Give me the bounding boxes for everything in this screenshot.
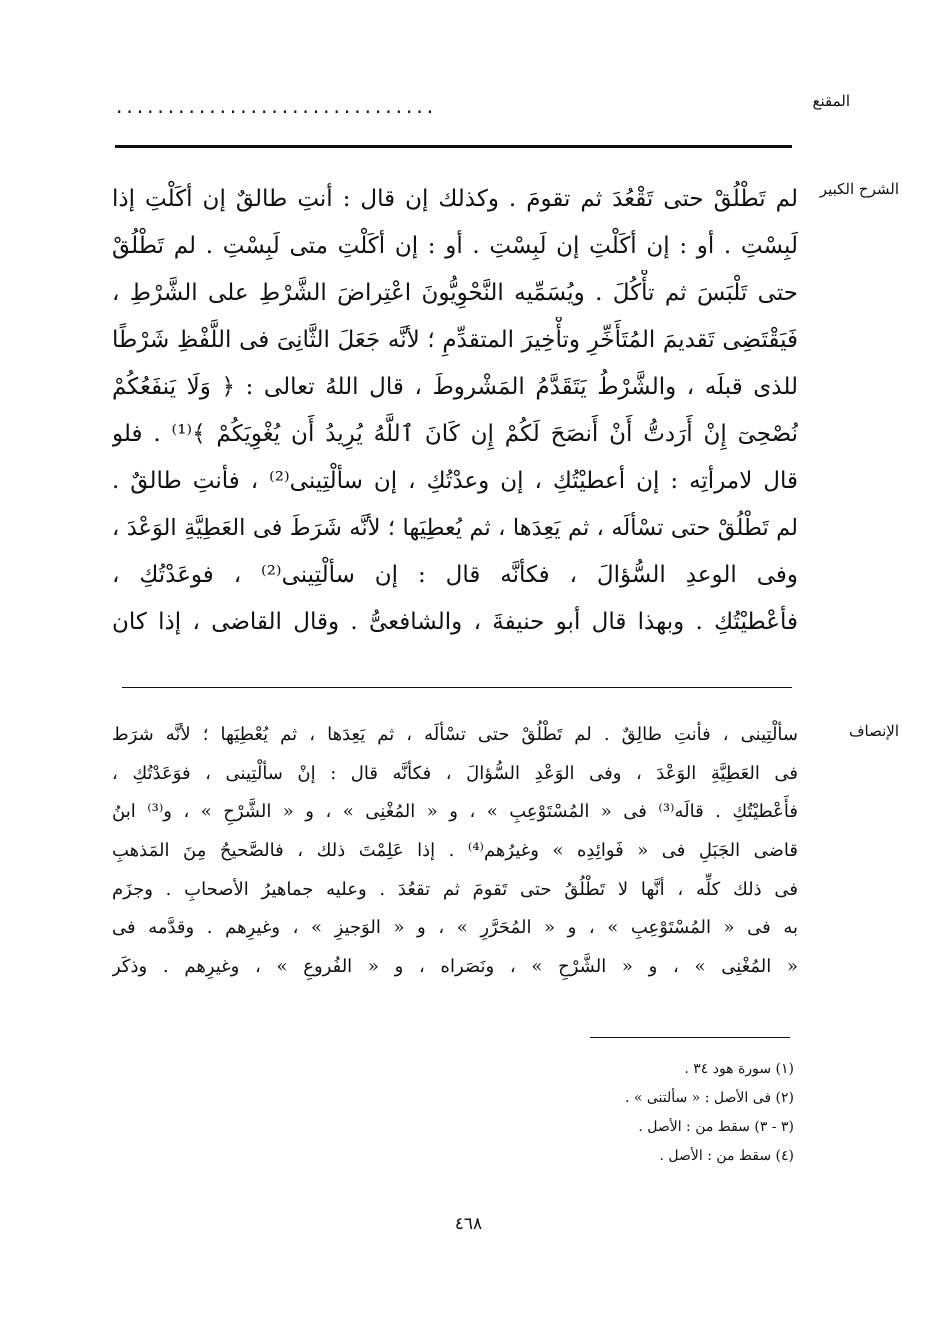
- footnote-rule: [590, 1037, 790, 1038]
- sharh-line: للذى قبلَه ، والشَّرْطُ يَتَقَدَّمُ المَشْروطَ ، قال اللهُ تعالى : ﴿ وَلَا يَنفَعُكُمْ: [112, 374, 798, 400]
- header-rule: [115, 145, 792, 148]
- insaf-line: سألْتِينى ، فأنتِ طالِقٌ . لم تَطْلُقْ حتى تسْألَه ، ثم يَعِدَها ، ثم يُعْطِيَها ؛ لأنَّه شرَط: [112, 724, 798, 745]
- insaf-line: قاضى الجَبَلِ فى « فَوائِدِه » وغيرُهم⁽⁴⁾ . إذا عَلِمْتَ ذلك ، فالصَّحيحُ مِنَ المَذهبِ: [112, 840, 798, 862]
- insaf-line: فى العَطِيَّةِ الوَعْدَ ، وفى الوَعْدِ السُّؤالَ ، فكأنَّه قال : إنْ سألْتِينى ، فوَعَدْتُكِ ،: [112, 762, 798, 784]
- insaf-section-label: الإنصاف: [848, 722, 899, 740]
- footnote-item: (٢) فى الأصل : « سألتنى » .: [624, 1090, 794, 1106]
- insaf-text-block: [112, 716, 798, 987]
- footnote-item: (٤) سقط من : الأصل .: [659, 1148, 794, 1164]
- insaf-line: « المُغْنِى » ، و « الشَّرْحِ » ، ونَصَراه ، و « الفُروعِ » ، وغيرِهم . وذكَر: [112, 956, 798, 978]
- footnotes: [394, 1055, 794, 1171]
- sharh-line: وفى الوعدِ السُّؤالَ ، فكأنَّه قال : إن سألْتِينى⁽²⁾ ، فوعَدْتُكِ ،: [112, 562, 798, 588]
- header-dotted-leader: ...............................: [116, 94, 438, 118]
- page-number: ٤٦٨: [454, 1214, 483, 1234]
- book-title: المقنع: [812, 92, 850, 110]
- sharh-line: لَبِسْتِ . أو : إن أكَلْتِ إن لَبِسْتِ . أو : إن أكَلْتِ متى لَبِسْتِ . لم تَطْلُقْ: [112, 233, 798, 259]
- sharh-line: لم تَطْلُقْ حتى تَقْعُدَ ثم تقومَ . وكذلك إن قال : أنتِ طالقٌ إن أكَلْتِ إذا: [112, 186, 798, 212]
- insaf-line: فى ذلك كلِّه ، أنَّها لا تَطْلُقُ حتى تَقومَ ثم تقعُدَ . وعليه جماهيرُ الأصحابِ . وجزَم: [112, 878, 798, 900]
- sharh-line: فَيَقْتَضِى تَقديمَ المُتَأَخِّرِ وتأْخِيرَ المتقدِّمِ ؛ لأنَّه جَعَلَ الثَّانِىَ فى اللَّفْظِ شَرْطًا: [112, 327, 798, 353]
- insaf-line: فأَعْطيْتُكِ . قالَه⁽³⁾ فى « المُسْتَوْعِبِ » ، و « المُغْنِى » ، و « الشَّرْحِ » ، و⁽³⁾ ابنُ: [112, 801, 798, 823]
- sharh-line: لم تَطْلُقْ حتى تسْألَه ، ثم يَعِدَها ، ثم يُعطِيَها ؛ لأنَّه شَرَطَ فى العَطِيَّةِ الوَعْدَ ،: [112, 515, 798, 541]
- section-divider: [122, 687, 792, 688]
- sharh-line: نُصْحِىٓ إِنْ أَرَدتُّ أَنْ أَنصَحَ لَكُمْ إِن كَانَ ٱللَّهُ يُرِيدُ أَن يُغْوِيَكُمْ ﴾⁽¹⁾ . فلو: [112, 421, 798, 447]
- footnote-item: (١) سورة هود ٣٤ .: [684, 1061, 794, 1077]
- sharh-text-block: [112, 176, 798, 646]
- page-header: [110, 92, 850, 122]
- footnote-item: (٣ - ٣) سقط من : الأصل .: [638, 1119, 794, 1135]
- sharh-line: حتى تَلْبَسَ ثم تأْكُلَ . ويُسَمِّيه النَّحْوِيُّونَ اعْتِراضَ الشَّرْطِ على الشَّرْطِ ،: [112, 280, 798, 306]
- insaf-line: به فى « المُسْتَوْعِبِ » ، و « المُحَرَّرِ » ، و « الوَجيزِ » ، وغيرِهم . وقدَّمه فى: [112, 917, 798, 939]
- sharh-section-label: الشرح الكبير: [819, 180, 899, 198]
- sharh-line: قال لامرأتِه : إن أعطيْتُكِ ، إن وعدْتُكِ ، إن سألْتِينى⁽²⁾ ، فأنتِ طالقٌ .: [112, 468, 798, 494]
- sharh-line: فأعْطيْتُكِ . وبهذا قال أبو حنيفةَ ، والشافعىُّ . وقال القاضى ، إذا كان: [112, 609, 798, 635]
